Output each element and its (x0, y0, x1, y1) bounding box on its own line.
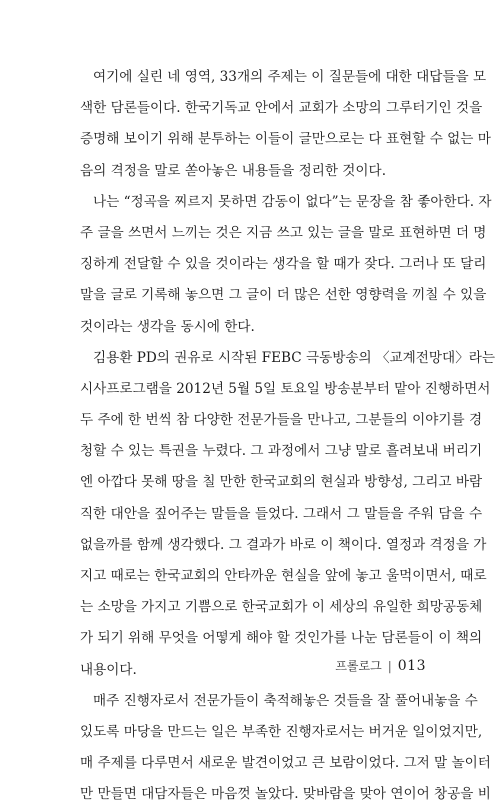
section-title: 프롤로그 (335, 659, 382, 673)
text-line: 만 만들면 대담자들은 마음껏 놀았다. 맞바람을 맞아 연이어 창공을 비 (80, 786, 491, 803)
text-line: 음의 격정을 말로 쏟아놓은 내용들을 정리한 것이다. (80, 162, 387, 179)
text-line: 시사프로그램을 2012년 5월 5일 토요일 방송분부터 맡아 진행하면서 (80, 380, 491, 397)
text-line: 김용환 PD의 권유로 시작된 FEBC 극동방송의 〈교계전망대〉라는 (93, 349, 496, 366)
paragraph (80, 343, 496, 686)
page-footer (335, 657, 426, 674)
text-line: 나는 “정곡을 찌르지 못하면 감동이 없다”는 문장을 참 좋아한다. 자 (93, 193, 492, 210)
text-line: 것이라는 생각을 동시에 한다. (80, 318, 255, 335)
text-line: 없을까를 함께 생각했다. 그 결과가 바로 이 책이다. 열정과 격정을 가 (80, 536, 487, 553)
folio-separator: | (387, 659, 392, 673)
paragraph (80, 62, 491, 187)
text-line: 직한 대안을 짚어주는 말들을 들었다. 그래서 그 말들을 주워 담을 수 (80, 505, 483, 522)
text-line: 지고 때로는 한국교회의 안타까운 현실을 앞에 놓고 울먹이면서, 때로 (80, 568, 487, 584)
text-line: 매 주제를 다루면서 새로운 발견이었고 큰 보람이었다. 그저 말 놀이터 (80, 755, 491, 772)
text-line: 내용이다. (80, 661, 137, 678)
paragraph (80, 686, 491, 811)
text-line: 말을 글로 기록해 놓으면 그 글이 더 많은 선한 영향력을 끼칠 수 있을 (80, 287, 487, 304)
text-line: 매주 진행자로서 전문가들이 축적해놓은 것들을 잘 풀어내놓을 수 (93, 692, 478, 709)
text-line: 증명해 보이기 위해 분투하는 이들이 글만으로는 다 표현할 수 없는 마 (80, 131, 491, 148)
text-line: 두 주에 한 번씩 참 다양한 전문가들을 만나고, 그분들의 이야기를 경 (80, 412, 483, 429)
text-line: 는 소망을 가지고 기쁨으로 한국교회가 이 세상의 유일한 희망공동체 (80, 599, 483, 616)
text-line: 있도록 마당을 만드는 일은 부족한 진행자로서는 버거운 일이었지만, (80, 723, 483, 740)
paragraph (80, 187, 492, 343)
text-line: 가 되기 위해 무엇을 어떻게 해야 할 것인가를 나눈 담론들이 이 책의 (80, 630, 483, 647)
body-text (80, 62, 496, 811)
text-line: 색한 담론들이다. 한국기독교 안에서 교회가 소망의 그루터기인 것을 (80, 100, 483, 117)
text-line: 주 글을 쓰면서 느끼는 것은 지금 쓰고 있는 글을 말로 표현하면 더 명 (80, 224, 487, 241)
page-number: 013 (397, 658, 426, 674)
text-line: 청할 수 있는 특권을 누렸다. 그 과정에서 그냥 말로 흘려보내 버리기 (80, 443, 483, 460)
text-line: 엔 아깝다 못해 땅을 칠 만한 한국교회의 현실과 방향성, 그리고 바람 (80, 474, 483, 491)
text-line: 징하게 전달할 수 있을 것이라는 생각을 할 때가 잦다. 그러나 또 달리 (80, 256, 487, 273)
text-line: 여기에 실린 네 영역, 33개의 주제는 이 질문들에 대한 대답들을 모 (93, 69, 487, 85)
